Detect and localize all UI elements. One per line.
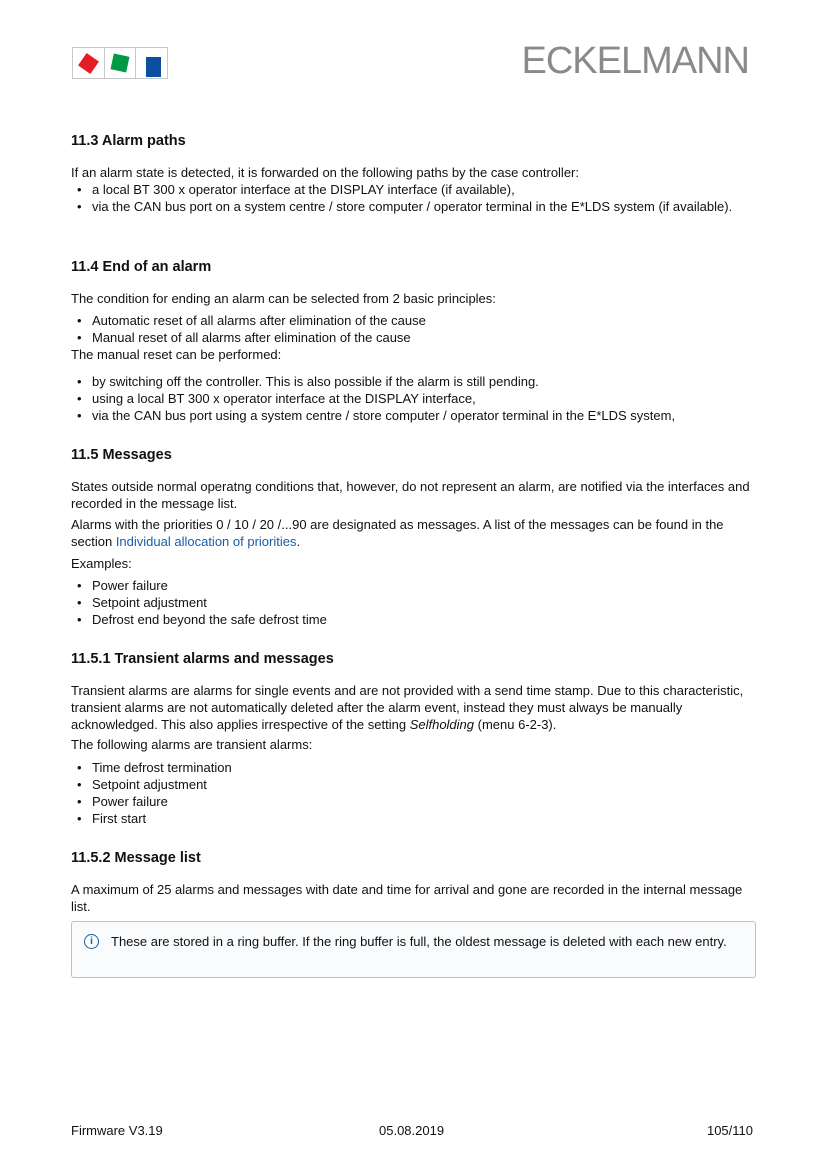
paragraph: The following alarms are transient alarms: <box>71 737 313 752</box>
paragraph: A maximum of 25 alarms and messages with date and time for arrival and gone are recorded in the internal message list. <box>71 882 743 914</box>
list-item: • Setpoint adjustment <box>71 594 757 611</box>
list-item: • by switching off the controller. This is also possible if the alarm is still pending. <box>71 373 757 390</box>
list-item: • Power failure <box>71 793 757 810</box>
list-item: • Time defrost termination <box>71 759 757 776</box>
section-heading: 11.4 End of an alarm <box>71 259 212 275</box>
list-item: • a local BT 300 x operator interface at the DISPLAY interface (if available), <box>71 181 757 198</box>
section-heading: 11.3 Alarm paths <box>71 133 186 149</box>
paragraph: The condition for ending an alarm can be selected from 2 basic principles: <box>71 291 496 306</box>
info-icon: i <box>84 934 99 949</box>
paragraph: If an alarm state is detected, it is forwarded on the following paths by the case controller: <box>71 165 579 180</box>
text: Transient alarms are alarms for single events and are not provided with a send time stamp. Due to this characteristic, transient alarms are not automatically deleted after the alarm event, instead they must always be manually acknowledged. This also applies irrespective of the setting <box>71 683 744 732</box>
blue-square-icon <box>146 57 161 77</box>
green-square-icon <box>110 54 129 73</box>
list-item: • Automatic reset of all alarms after elimination of the cause <box>71 312 757 329</box>
section-heading: 11.5.1 Transient alarms and messages <box>71 651 334 667</box>
list-item: • using a local BT 300 x operator interface at the DISPLAY interface, <box>71 390 757 407</box>
text: . <box>296 534 301 549</box>
brand-wordmark: ECKELMANN <box>521 40 749 82</box>
text: Alarms with the priorities 0 / 10 / 20 /...90 are designated as messages. A list of the messages can be found in the section <box>71 517 724 549</box>
footer-date: 05.08.2019 <box>379 1123 445 1138</box>
paragraph: The manual reset can be performed: <box>71 347 282 362</box>
section-heading: 11.5.2 Message list <box>71 850 201 866</box>
footer-version: Firmware V3.19 <box>71 1123 163 1138</box>
bullet-list <box>71 759 757 827</box>
section-heading: 11.5 Messages <box>71 447 172 463</box>
paragraph <box>71 682 757 733</box>
bullet-list <box>71 373 757 424</box>
note-text: These are stored in a ring buffer. If the ring buffer is full, the oldest message is deleted with each new entry. <box>111 934 727 949</box>
setting-name: Selfholding <box>409 717 475 732</box>
company-logo <box>72 47 168 79</box>
bullet-list <box>71 312 757 346</box>
list-item: • Defrost end beyond the safe defrost time <box>71 611 757 628</box>
priorities-link[interactable]: Individual allocation of priorities <box>115 534 297 549</box>
list-item: • Setpoint adjustment <box>71 776 757 793</box>
bullet-list <box>71 181 757 215</box>
list-item: • via the CAN bus port using a system centre / store computer / operator terminal in the E*LDS system, <box>71 407 757 424</box>
list-item: • Power failure <box>71 577 757 594</box>
list-item: • via the CAN bus port on a system centre / store computer / operator terminal in the E*LDS system (if available). <box>71 198 757 215</box>
text: (menu 6-2-3). <box>474 717 557 732</box>
paragraph: States outside normal operatng conditions that, however, do not represent an alarm, are notified via the interfaces and recorded in the message list. <box>71 479 750 511</box>
paragraph <box>71 516 757 550</box>
bullet-list <box>71 577 757 628</box>
paragraph: Examples: <box>71 556 132 571</box>
footer-page-number: 105/110 <box>706 1123 753 1138</box>
red-diamond-icon <box>78 53 99 74</box>
info-note <box>71 921 756 978</box>
list-item: • First start <box>71 810 757 827</box>
list-item: • Manual reset of all alarms after elimination of the cause <box>71 329 757 346</box>
